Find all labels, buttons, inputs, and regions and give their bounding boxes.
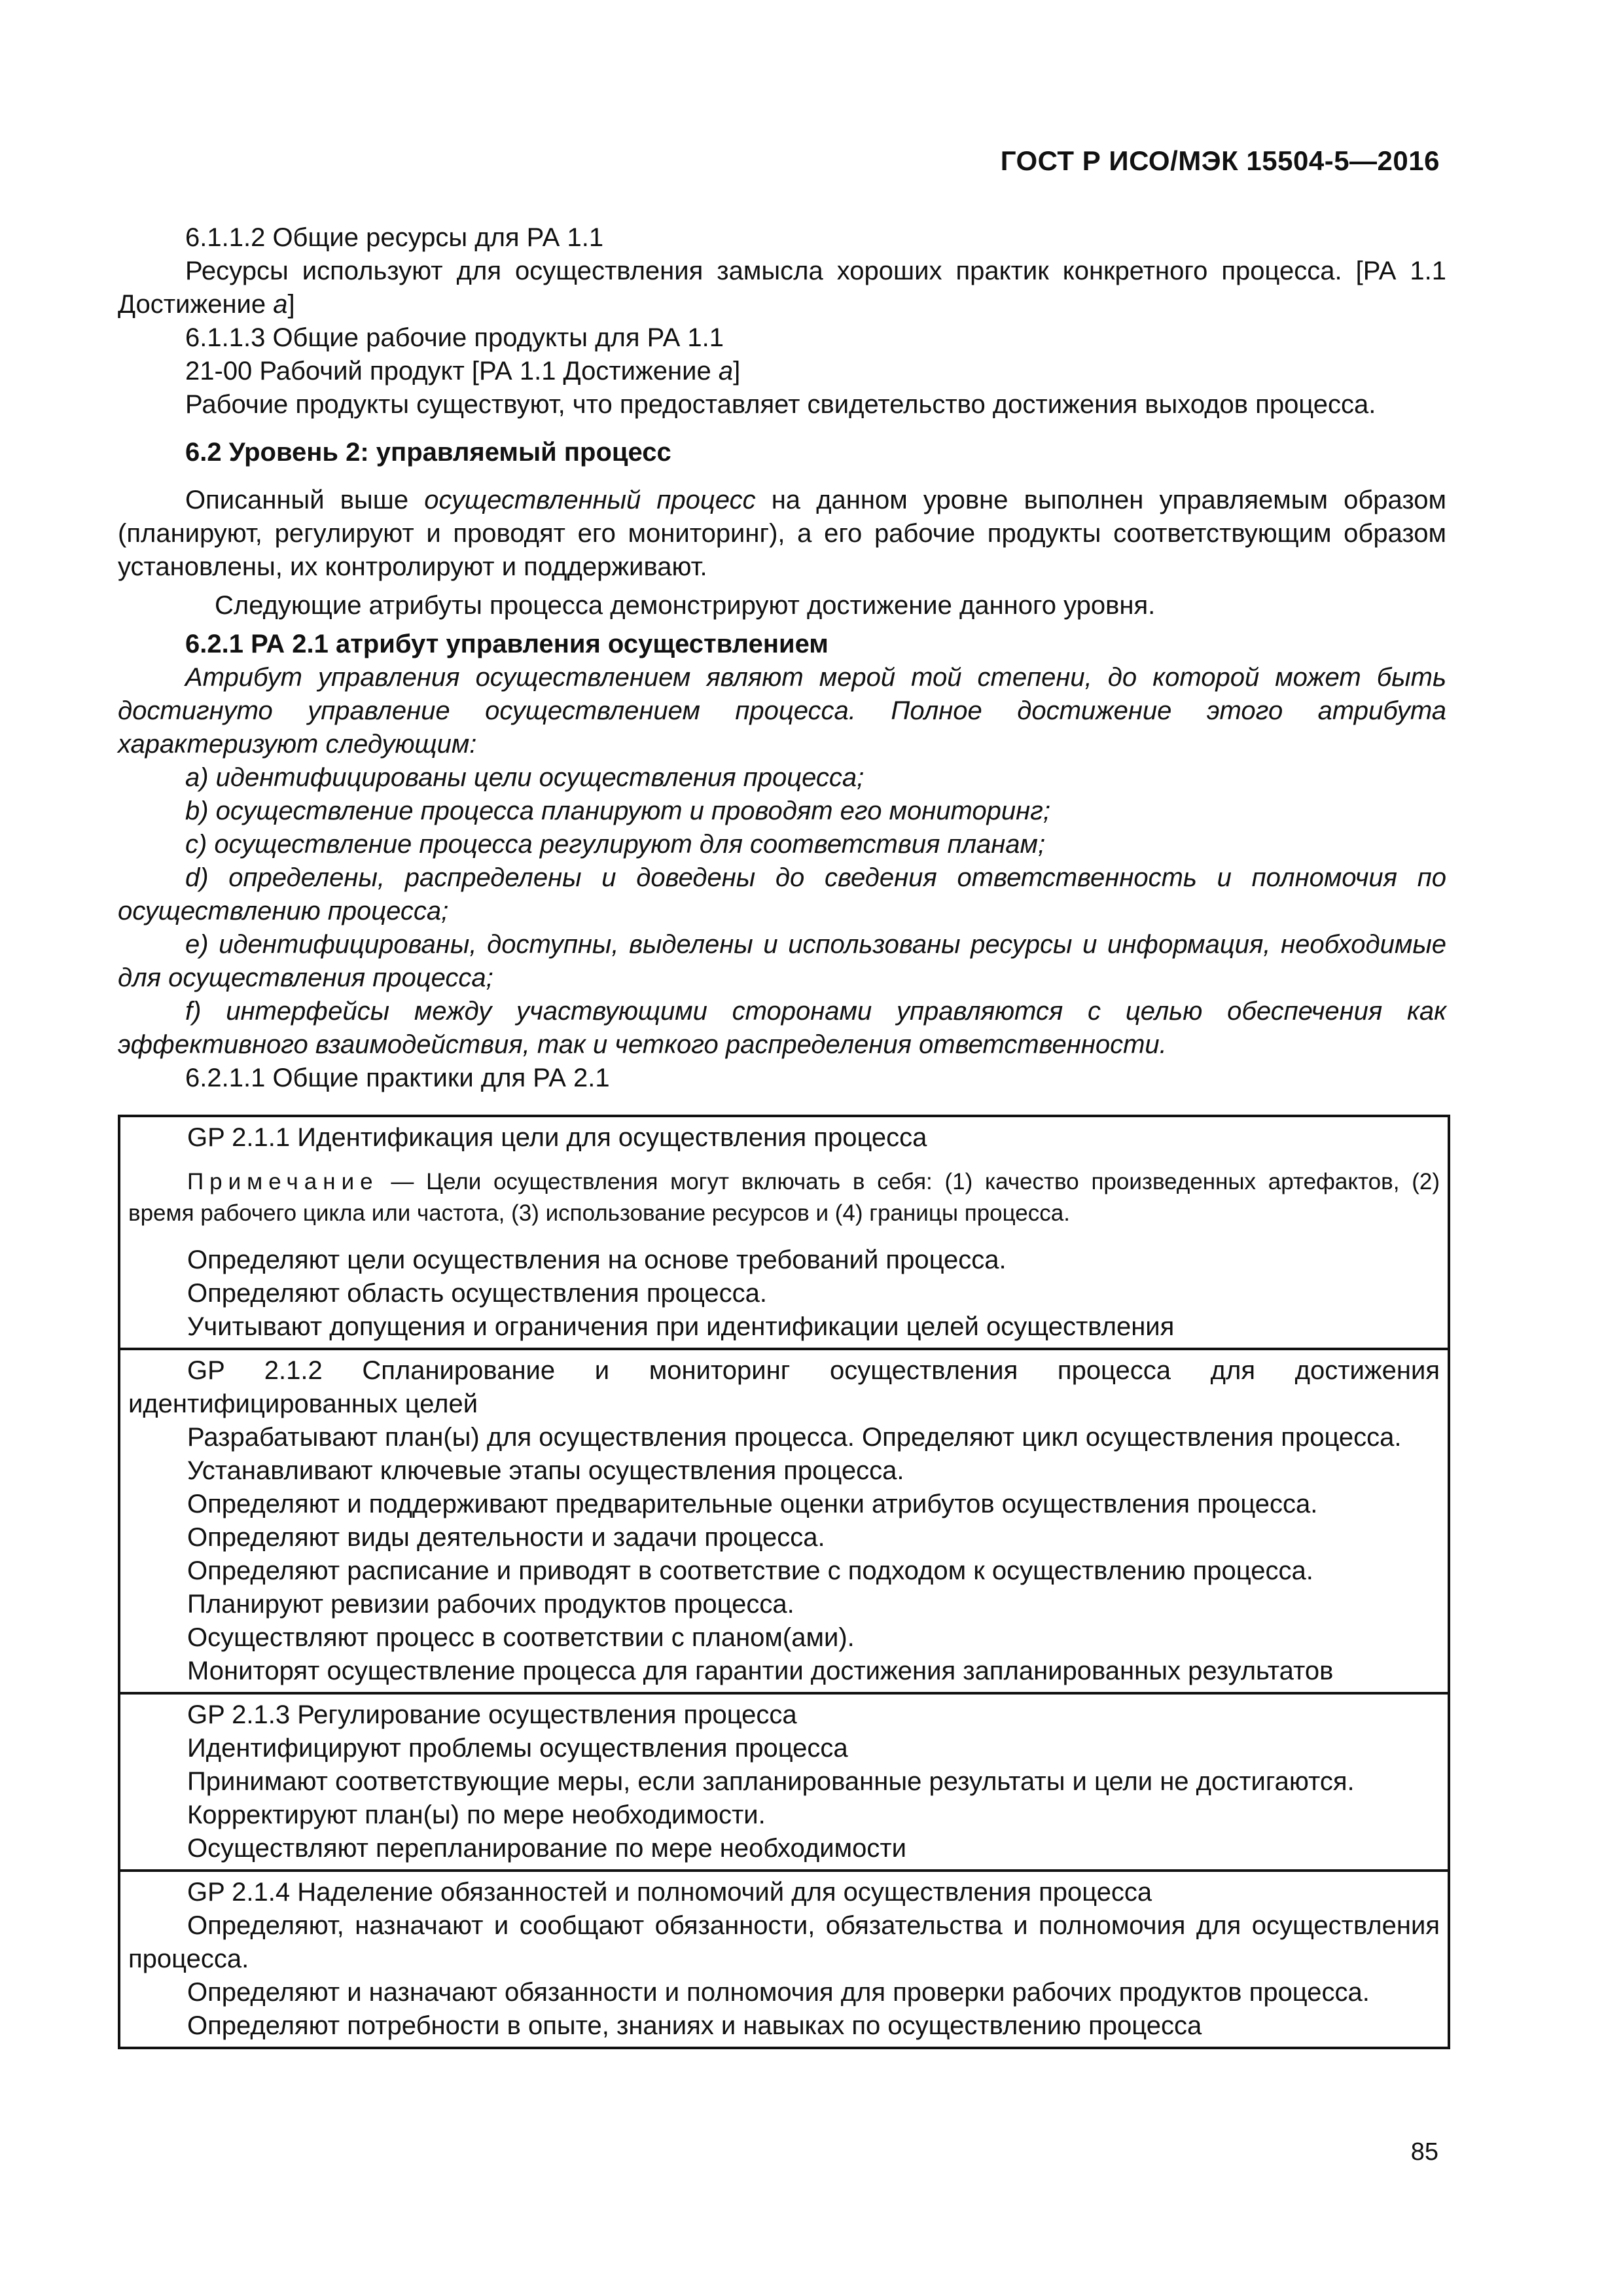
- gp-2-1-2-line: Осуществляют процесс в соответствии с планом(ами).: [187, 1623, 855, 1652]
- work-product-line: 21-00 Рабочий продукт [РА 1.1 Достижение а]: [185, 357, 741, 386]
- heading-6-1-1-3: 6.1.1.3 Общие рабочие продукты для РА 1.1: [185, 323, 724, 352]
- gp-2-1-2-line: Разрабатывают план(ы) для осуществления процесса. Определяют цикл осуществления процесса.: [187, 1423, 1402, 1452]
- gp-2-1-2-line: Определяют и поддерживают предварительные оценки атрибутов осуществления процесса.: [187, 1490, 1318, 1518]
- gp-2-1-3-title: GP 2.1.3 Регулирование осуществления процесса: [187, 1700, 797, 1729]
- document-header: ГОСТ Р ИСО/МЭК 15504-5—2016: [1000, 145, 1440, 176]
- paragraph-resources: Ресурсы используют для осуществления замысла хороших практик конкретного процесса. [РА 1.1 Достижение а]: [118, 257, 1446, 319]
- gp-2-1-3-line: Осуществляют перепланирование по мере необходимости: [187, 1834, 906, 1863]
- gp-2-1-3-line: Корректируют план(ы) по мере необходимости.: [187, 1801, 766, 1829]
- list-item-d: d) определены, распределены и доведены до сведения ответственность и полномочия по осуществлению процесса;: [118, 863, 1446, 925]
- heading-6-1-1-2: 6.1.1.2 Общие ресурсы для РА 1.1: [185, 223, 604, 252]
- list-item-e: e) идентифицированы, доступны, выделены и использованы ресурсы и информация, необходимые для осуществления процесса;: [118, 930, 1446, 992]
- gp-2-1-2-line: Определяют виды деятельности и задачи процесса.: [187, 1523, 825, 1552]
- paragraph-6-2-1-intro: Атрибут управления осуществлением являют мерой той степени, до которой может быть достигнуто управление осуществлением процесса. Полное достижение этого атрибута характеризуют следующим:: [118, 663, 1446, 759]
- heading-6-2-1: 6.2.1 РА 2.1 атрибут управления осуществлением: [185, 630, 829, 658]
- list-item-a: a) идентифицированы цели осуществления процесса;: [185, 763, 865, 792]
- list-item-b: b) осуществление процесса планируют и проводят его мониторинг;: [185, 797, 1050, 825]
- list-item-c: c) осуществление процесса регулируют для соответствия планам;: [185, 830, 1046, 859]
- gp-2-1-2-title: GP 2.1.2 Спланирование и мониторинг осуществления процесса для достижения идентифицированных целей: [128, 1356, 1440, 1418]
- gp-2-1-4-line: Определяют потребности в опыте, знаниях и навыках по осуществлению процесса: [187, 2011, 1202, 2040]
- gp-2-1-1-line: Определяют область осуществления процесса.: [187, 1279, 768, 1308]
- work-product-text: Рабочие продукты существуют, что предоставляет свидетельство достижения выходов процесса.: [185, 390, 1376, 419]
- gp-2-1-4-line: Определяют, назначают и сообщают обязанности, обязательства и полномочия для осуществления процесса.: [128, 1911, 1440, 1973]
- gp-2-1-3-line: Принимают соответствующие меры, если запланированные результаты и цели не достигаются.: [187, 1767, 1355, 1796]
- list-item-f: f) интерфейсы между участвующими сторонами управляются с целью обеспечения как эффективного взаимодействия, так и четкого распределения ответственности.: [118, 997, 1446, 1059]
- table-row-gp-2-1-2: [120, 1348, 1448, 1692]
- heading-6-2: 6.2 Уровень 2: управляемый процесс: [185, 438, 671, 467]
- paragraph-6-2-intro: Описанный выше осуществленный процесс на данном уровне выполнен управляемым образом (планируют, регулируют и проводят его мониторинг), а его рабочие продукты соответствующим образом установлены, их контролируют и поддерживают.: [118, 486, 1446, 581]
- page-number: 85: [1410, 2138, 1438, 2166]
- table-row-gp-2-1-1: [120, 1117, 1448, 1348]
- gp-2-1-1-title: GP 2.1.1 Идентификация цели для осуществления процесса: [187, 1123, 927, 1152]
- table-row-gp-2-1-3: [120, 1692, 1448, 1869]
- gp-2-1-1-note: Примечание — Цели осуществления могут включать в себя: (1) качество произведенных артефактов, (2) время рабочего цикла или частота, (3) использование ресурсов и (4) границы процесса.: [128, 1169, 1440, 1226]
- gp-2-1-1-line: Определяют цели осуществления на основе требований процесса.: [187, 1246, 1007, 1274]
- gp-2-1-4-line: Определяют и назначают обязанности и полномочия для проверки рабочих продуктов процесса.: [187, 1978, 1370, 2007]
- gp-2-1-1-line: Учитывают допущения и ограничения при идентификации целей осуществления: [187, 1312, 1175, 1341]
- gp-2-1-3-line: Идентифицируют проблемы осуществления процесса: [187, 1734, 848, 1763]
- paragraph-6-2-attributes: Следующие атрибуты процесса демонстрируют достижение данного уровня.: [215, 591, 1156, 620]
- heading-6-2-1-1: 6.2.1.1 Общие практики для РА 2.1: [185, 1064, 610, 1092]
- body-text: [118, 221, 1446, 1095]
- gp-2-1-2-line: Мониторят осуществление процесса для гарантии достижения запланированных результатов: [187, 1657, 1334, 1685]
- gp-2-1-2-line: Устанавливают ключевые этапы осуществления процесса.: [187, 1456, 904, 1485]
- gp-2-1-4-title: GP 2.1.4 Наделение обязанностей и полномочий для осуществления процесса: [187, 1878, 1152, 1907]
- gp-2-1-2-line: Планируют ревизии рабочих продуктов процесса.: [187, 1590, 794, 1619]
- table-row-gp-2-1-4: [120, 1869, 1448, 2047]
- generic-practices-table: [118, 1115, 1450, 2049]
- gp-2-1-2-line: Определяют расписание и приводят в соответствие с подходом к осуществлению процесса.: [187, 1556, 1313, 1585]
